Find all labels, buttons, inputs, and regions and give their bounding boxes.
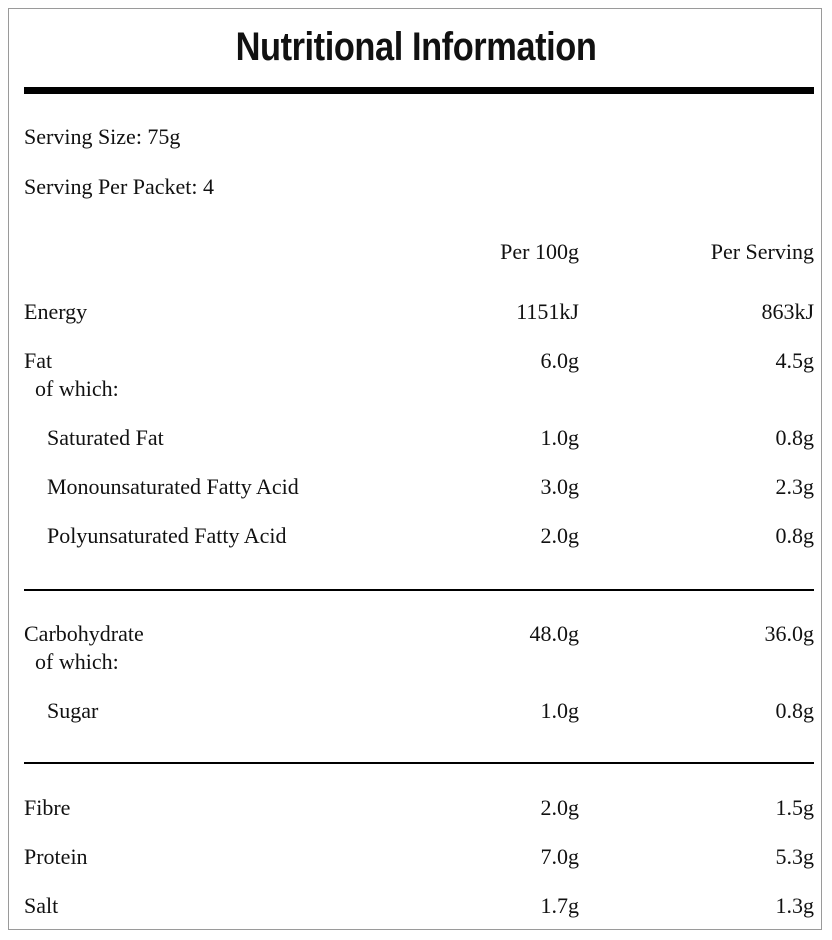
sugar-per-serving: 0.8g (775, 698, 814, 723)
serving-size: Serving Size: 75g (24, 124, 181, 149)
row-label-carbohydrate: Carbohydrate (24, 621, 144, 646)
row-label-polyunsaturated: Polyunsaturated Fatty Acid (47, 523, 287, 548)
protein-per-serving: 5.3g (775, 844, 814, 869)
fat-per-100g: 6.0g (540, 348, 579, 373)
row-label-monounsaturated: Monounsaturated Fatty Acid (47, 474, 299, 499)
fat-per-serving: 4.5g (775, 348, 814, 373)
monounsaturated-per-100g: 3.0g (540, 474, 579, 499)
section-divider-fat (24, 589, 814, 591)
title-divider (24, 87, 814, 94)
column-header-per-100g: Per 100g (500, 239, 579, 264)
carbohydrate-per-serving: 36.0g (764, 621, 814, 646)
salt-per-100g: 1.7g (540, 893, 579, 918)
salt-per-serving: 1.3g (775, 893, 814, 918)
polyunsaturated-per-100g: 2.0g (540, 523, 579, 548)
row-label-energy: Energy (24, 299, 88, 324)
polyunsaturated-per-serving: 0.8g (775, 523, 814, 548)
fat-of-which-label: of which: (35, 376, 119, 401)
carbohydrate-per-100g: 48.0g (529, 621, 579, 646)
column-header-per-serving: Per Serving (710, 239, 814, 264)
row-label-salt: Salt (24, 893, 59, 918)
row-label-protein: Protein (24, 844, 88, 869)
energy-per-100g: 1151kJ (516, 299, 579, 324)
row-label-fibre: Fibre (24, 795, 71, 820)
fibre-per-100g: 2.0g (540, 795, 579, 820)
monounsaturated-per-serving: 2.3g (775, 474, 814, 499)
energy-per-serving: 863kJ (761, 299, 814, 324)
carbohydrate-of-which-label: of which: (35, 649, 119, 674)
protein-per-100g: 7.0g (540, 844, 579, 869)
saturated-fat-per-100g: 1.0g (540, 425, 579, 450)
row-label-fat: Fat (24, 348, 53, 373)
sugar-per-100g: 1.0g (540, 698, 579, 723)
section-divider-carbohydrate (24, 762, 814, 764)
row-label-sugar: Sugar (47, 698, 99, 723)
page-title: Nutritional Information (235, 25, 597, 69)
row-label-saturated-fat: Saturated Fat (47, 425, 164, 450)
servings-per-packet: Serving Per Packet: 4 (24, 174, 215, 199)
fibre-per-serving: 1.5g (775, 795, 814, 820)
saturated-fat-per-serving: 0.8g (775, 425, 814, 450)
